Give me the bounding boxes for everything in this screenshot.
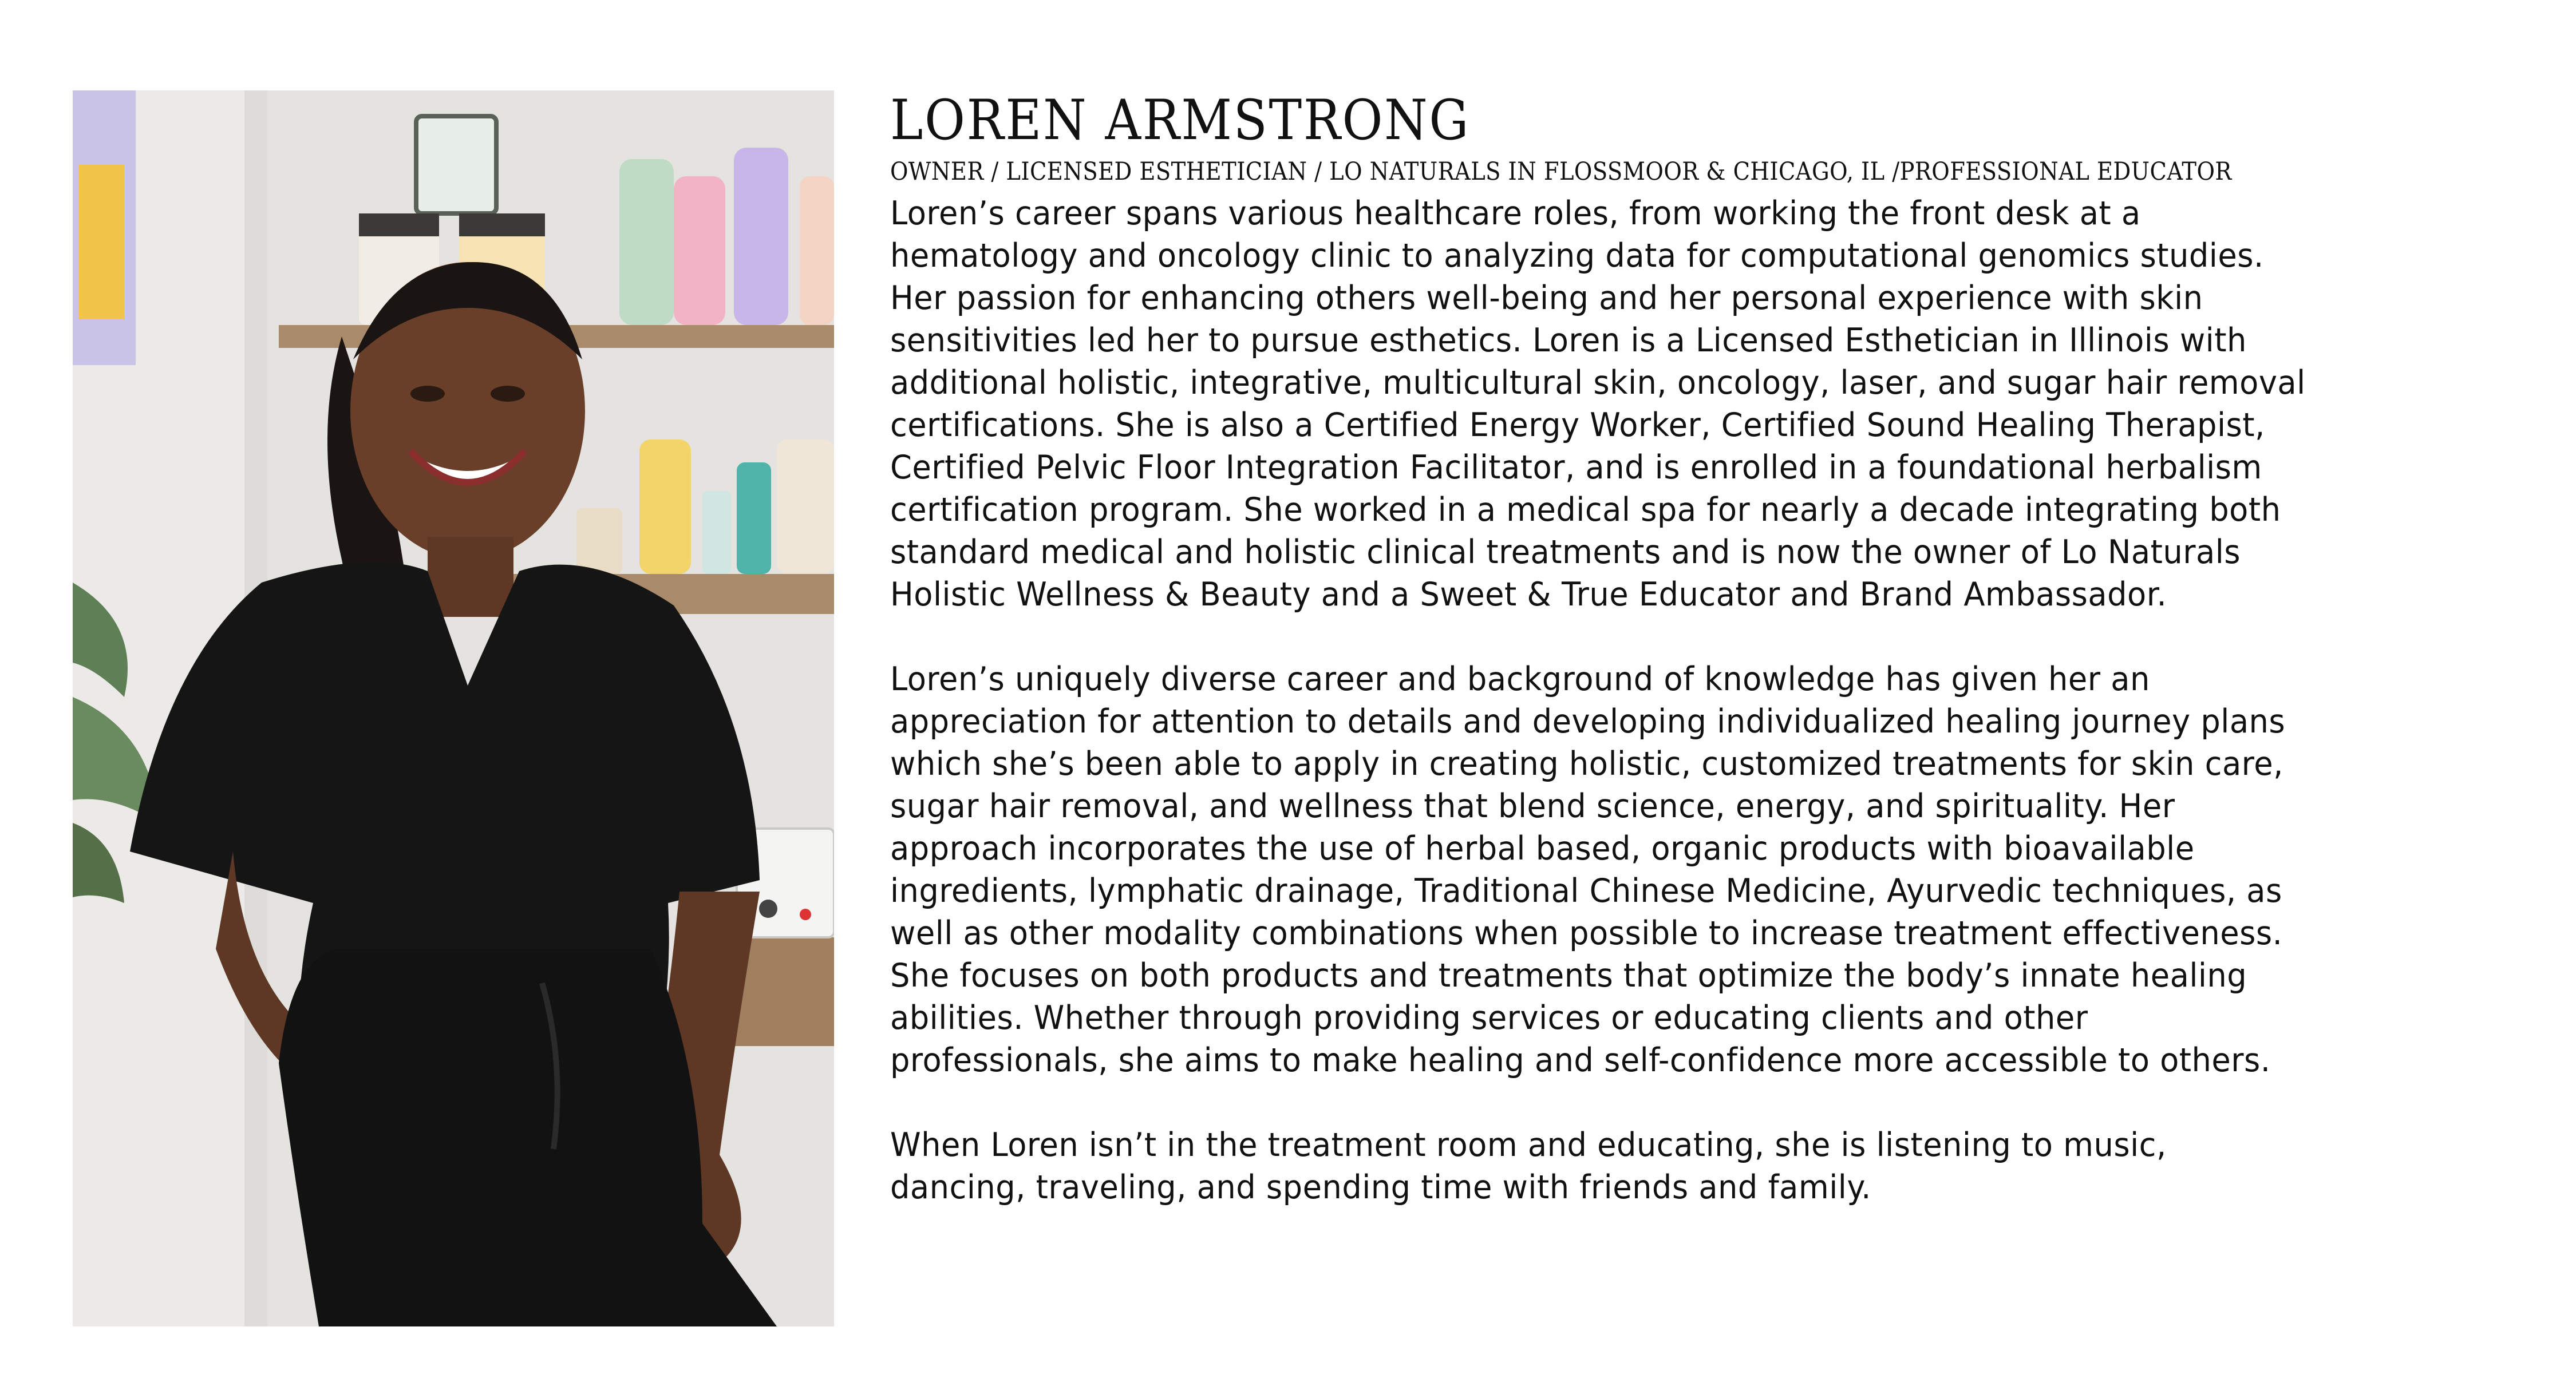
bio-line: She focuses on both products and treatments that optimize the body’s innate healing (890, 957, 2247, 995)
bio-line: Loren’s career spans various healthcare roles, from working the front desk at a (890, 195, 2141, 232)
bio-paragraph-3 (890, 1124, 2550, 1209)
bio-line: approach incorporates the use of herbal based, organic products with bioavailable (890, 830, 2195, 868)
bio-line: appreciation for attention to details and developing individualized healing journey plans (890, 703, 2286, 740)
bio-line: dancing, traveling, and spending time with friends and family. (890, 1169, 1871, 1206)
bio-line: sensitivities led her to pursue esthetics. Loren is a Licensed Esthetician in Illinois with (890, 322, 2247, 359)
bio-line: additional holistic, integrative, multicultural skin, oncology, laser, and sugar hair removal (890, 364, 2306, 402)
profile-photo (73, 90, 834, 1326)
bio-line: certifications. She is also a Certified Energy Worker, Certified Sound Healing Therapist, (890, 406, 2265, 444)
bio-line: abilities. Whether through providing services or educating clients and other (890, 999, 2088, 1037)
profile-name: LOREN ARMSTRONG (890, 88, 1471, 152)
bio-body (890, 192, 2550, 1209)
paragraph-spacer (890, 1082, 2550, 1124)
bio-line: hematology and oncology clinic to analyzing data for computational genomics studies. (890, 237, 2264, 275)
bio-paragraph-2 (890, 658, 2550, 1082)
bio-line: certification program. She worked in a medical spa for nearly a decade integrating both (890, 491, 2281, 529)
bio-line: Certified Pelvic Floor Integration Facilitator, and is enrolled in a foundational herbalism (890, 449, 2262, 486)
bio-paragraph-1 (890, 192, 2550, 616)
bio-line: ingredients, lymphatic drainage, Traditional Chinese Medicine, Ayurvedic techniques, as (890, 872, 2282, 910)
bio-line: Holistic Wellness & Beauty and a Sweet & True Educator and Brand Ambassador. (890, 576, 2167, 613)
bio-line: professionals, she aims to make healing and self-confidence more accessible to others. (890, 1041, 2271, 1079)
bio-line: standard medical and holistic clinical treatments and is now the owner of Lo Naturals (890, 533, 2241, 571)
bio-line: well as other modality combinations when possible to increase treatment effectiveness. (890, 914, 2283, 952)
bio-line: Loren’s uniquely diverse career and background of knowledge has given her an (890, 660, 2150, 698)
bio-line: Her passion for enhancing others well-being and her personal experience with skin (890, 279, 2203, 317)
bio-section (890, 86, 2550, 1209)
paragraph-spacer (890, 616, 2550, 658)
bio-line: which she’s been able to apply in creating holistic, customized treatments for skin care, (890, 745, 2283, 783)
profile-title: OWNER / LICENSED ESTHETICIAN / LO NATURALS IN FLOSSMOOR & CHICAGO, IL /PROFESSIONAL EDUCATOR (890, 157, 2232, 186)
bio-line: sugar hair removal, and wellness that blend science, energy, and spirituality. Her (890, 787, 2175, 825)
bio-line: When Loren isn’t in the treatment room and educating, she is listening to music, (890, 1126, 2167, 1164)
